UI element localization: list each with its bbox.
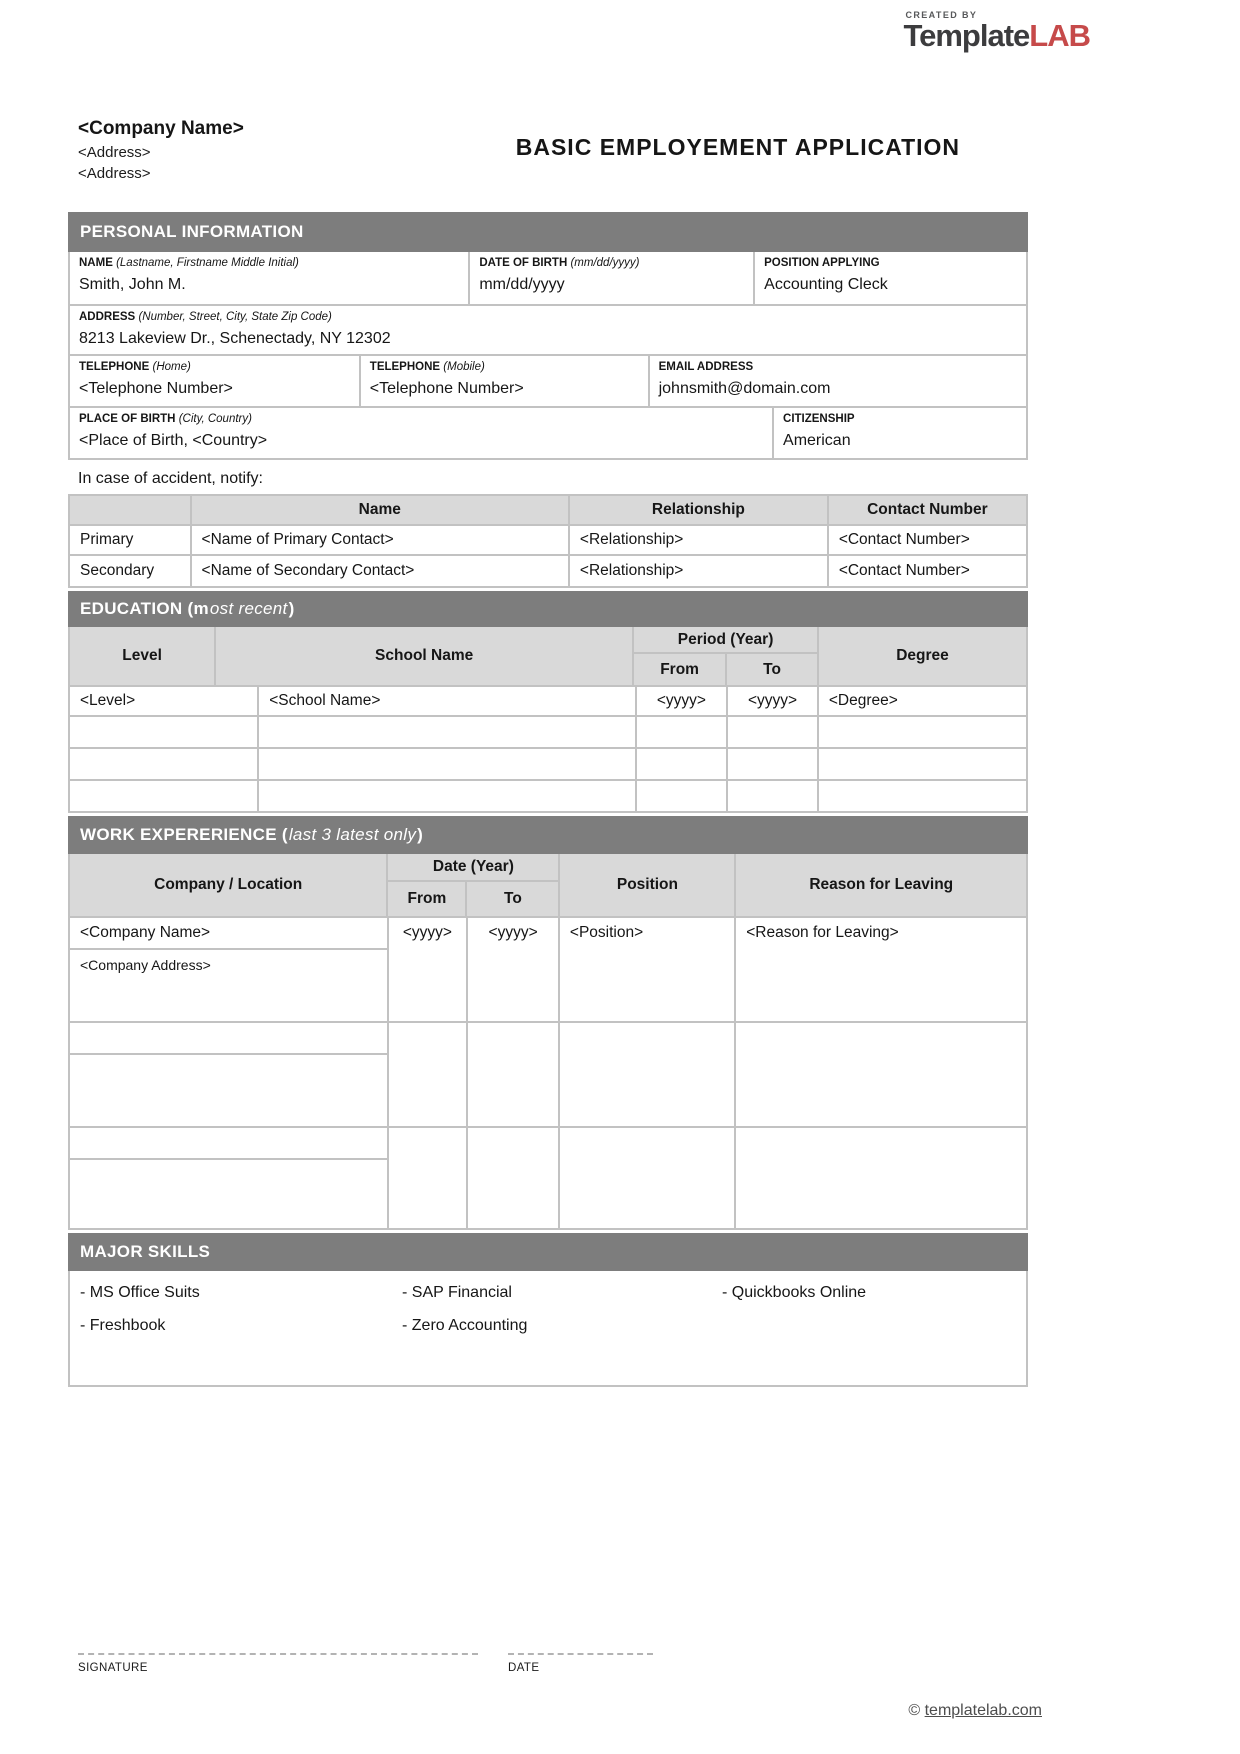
field-place-of-birth xyxy=(70,408,774,458)
work-entry-1 xyxy=(70,918,1026,1023)
education-degree-cell: <Degree> xyxy=(828,692,898,709)
field-telephone-mobile-label xyxy=(370,361,639,373)
education-to-cell: <yyyy> xyxy=(728,687,819,715)
accident-secondary-name: <Name of Secondary Contact> xyxy=(192,556,570,586)
label-text: DATE OF BIRTH xyxy=(479,257,568,269)
section-header-education xyxy=(68,591,1028,627)
education-col-degree: Degree xyxy=(819,627,1026,685)
accident-primary-type: Primary xyxy=(70,526,192,554)
section-title-text: MAJOR SKILLS xyxy=(80,1242,211,1261)
work-reason-cell xyxy=(736,1023,1026,1126)
work-to-cell: <yyyy> xyxy=(468,918,560,1021)
site-footer xyxy=(908,1702,1042,1720)
date-label: DATE xyxy=(508,1662,540,1674)
field-date-of-birth xyxy=(470,252,755,304)
education-degree-cell xyxy=(819,781,1026,811)
accident-secondary-type: Secondary xyxy=(70,556,192,586)
field-telephone-home xyxy=(70,356,361,406)
field-telephone-home-label xyxy=(79,361,350,373)
label-text: NAME xyxy=(79,257,113,269)
accident-primary-name: <Name of Primary Contact> xyxy=(192,526,570,554)
field-name-label xyxy=(79,257,459,269)
accident-row-primary xyxy=(70,526,1026,556)
work-experience-table xyxy=(68,854,1028,1230)
education-col-period: Period (Year) xyxy=(634,627,817,654)
work-reason-cell xyxy=(736,1128,1026,1228)
work-col-date: Date (Year) xyxy=(388,854,558,882)
field-position-label xyxy=(764,257,1017,269)
work-entry-2 xyxy=(70,1023,1026,1128)
education-table-header xyxy=(70,627,1026,687)
label-text: POSITION APPLYING xyxy=(764,257,880,269)
education-school-cell: <School Name> xyxy=(259,687,636,715)
section-title-text: EDUCATION (m xyxy=(80,599,209,618)
work-table-header xyxy=(70,854,1026,918)
work-company-name xyxy=(70,1023,387,1055)
accident-secondary-relationship: <Relationship> xyxy=(570,556,829,586)
section-title-text: WORK EXPERERIENCE ( xyxy=(80,825,288,844)
field-address-label xyxy=(79,311,1017,323)
field-name xyxy=(70,252,470,304)
education-to-cell xyxy=(728,717,819,747)
field-citizenship-value: American xyxy=(783,432,851,449)
work-position-cell: <Position> xyxy=(560,918,736,1021)
work-company-cell xyxy=(70,918,389,1021)
label-text: TELEPHONE xyxy=(79,361,150,373)
signature-line xyxy=(78,1653,478,1655)
section-header-major-skills xyxy=(68,1233,1028,1271)
accident-row-secondary xyxy=(70,556,1026,586)
education-level-cell xyxy=(70,781,259,811)
section-title-text: ) xyxy=(417,825,424,844)
signature-label: SIGNATURE xyxy=(78,1662,148,1674)
form-content xyxy=(68,212,1028,1674)
education-degree-cell xyxy=(819,717,1026,747)
label-text: TELEPHONE xyxy=(369,361,441,373)
accident-col-contact: Contact Number xyxy=(829,496,1026,524)
work-reason-cell: <Reason for Leaving> xyxy=(746,924,899,941)
field-email xyxy=(650,356,1026,406)
work-from-cell xyxy=(389,1023,469,1126)
accident-notify-intro: In case of accident, notify: xyxy=(78,470,263,487)
accident-primary-contact: <Contact Number> xyxy=(838,531,970,548)
field-pob-value: <Place of Birth, <Country> xyxy=(79,432,268,449)
education-from-cell xyxy=(637,781,729,811)
skill-item xyxy=(722,1317,1016,1335)
label-hint: (mm/dd/yyyy) xyxy=(570,257,640,269)
company-name: <Company Name> xyxy=(78,118,244,139)
section-title-text: ) xyxy=(288,599,295,618)
work-col-from: From xyxy=(388,882,467,916)
signature-block xyxy=(78,1653,478,1674)
work-col-company: Company / Location xyxy=(70,854,388,916)
field-email-label xyxy=(659,361,1017,373)
education-col-from: From xyxy=(634,654,727,685)
education-from-cell xyxy=(637,749,729,779)
logo-lab-text: LAB xyxy=(1029,18,1090,53)
label-hint: (Lastname, Firstname Middle Initial) xyxy=(116,257,299,269)
field-position-value: Accounting Cleck xyxy=(764,276,888,293)
accident-secondary-contact: <Contact Number> xyxy=(838,562,970,579)
signature-area xyxy=(78,1653,1028,1674)
field-telephone-mobile xyxy=(361,356,650,406)
work-col-from-to xyxy=(388,882,558,916)
field-dob-label xyxy=(479,257,744,269)
company-address-line-2: <Address> xyxy=(78,165,151,182)
education-school-cell xyxy=(259,749,636,779)
field-address xyxy=(70,306,1026,354)
field-citizenship-label xyxy=(783,413,1017,425)
education-from-cell xyxy=(637,717,729,747)
skill-item: - SAP Financial xyxy=(402,1284,512,1301)
section-title-text: PERSONAL INFORMATION xyxy=(80,222,304,241)
skill-item: - Freshbook xyxy=(80,1317,166,1334)
skills-box xyxy=(68,1271,1028,1387)
education-to-cell xyxy=(728,749,819,779)
education-from-cell: <yyyy> xyxy=(637,687,729,715)
accident-contacts-table xyxy=(68,494,1028,588)
work-position-cell xyxy=(560,1023,736,1126)
work-company-address xyxy=(70,1160,387,1228)
work-company-address xyxy=(70,1055,387,1126)
education-level-cell: <Level> xyxy=(70,687,259,715)
accident-primary-relationship: <Relationship> xyxy=(570,526,829,554)
copyright-symbol: © xyxy=(908,1702,921,1719)
label-text: EMAIL ADDRESS xyxy=(658,361,754,373)
row-telephone-email xyxy=(70,356,1026,408)
work-company-cell xyxy=(70,1023,389,1126)
education-col-period-group xyxy=(634,627,819,685)
section-title-italic: ost recent xyxy=(209,599,288,618)
education-row-4 xyxy=(70,781,1026,811)
work-company-cell xyxy=(70,1128,389,1228)
education-level-cell xyxy=(70,717,259,747)
accident-col-name: Name xyxy=(192,496,570,524)
logo-brand-text xyxy=(903,20,1090,53)
label-text: CITIZENSHIP xyxy=(783,413,855,425)
work-col-position: Position xyxy=(560,854,736,916)
row-birthplace-citizenship xyxy=(70,408,1026,458)
accident-col-relationship: Relationship xyxy=(570,496,829,524)
date-line xyxy=(508,1653,653,1655)
education-row-3 xyxy=(70,749,1026,781)
document-title: BASIC EMPLOYEMENT APPLICATION xyxy=(515,134,961,160)
templatelab-logo xyxy=(903,10,1090,53)
label-hint: (Home) xyxy=(152,361,191,373)
education-degree-cell xyxy=(819,749,1026,779)
work-company-address: <Company Address> xyxy=(80,957,211,973)
work-col-reason: Reason for Leaving xyxy=(736,854,1026,916)
education-school-cell xyxy=(259,717,636,747)
work-from-cell xyxy=(389,1128,469,1228)
education-school-cell xyxy=(259,781,636,811)
education-to-cell xyxy=(728,781,819,811)
field-dob-value: mm/dd/yyyy xyxy=(479,276,565,293)
work-to-cell xyxy=(468,1128,560,1228)
label-hint: (Mobile) xyxy=(443,361,485,373)
education-row-2 xyxy=(70,717,1026,749)
work-to-cell xyxy=(468,1023,560,1126)
row-name-dob-position xyxy=(70,252,1026,306)
work-entry-3 xyxy=(70,1128,1026,1228)
field-telephone-home-value: <Telephone Number> xyxy=(79,380,233,397)
date-block xyxy=(508,1653,653,1674)
skills-grid xyxy=(70,1271,1026,1348)
work-col-date-group xyxy=(388,854,560,916)
education-row-1 xyxy=(70,687,1026,717)
section-header-personal-information xyxy=(68,212,1028,252)
work-company-name xyxy=(70,1128,387,1160)
section-header-work-experience xyxy=(68,816,1028,854)
logo-template-text: Template xyxy=(903,18,1030,53)
education-table xyxy=(68,627,1028,813)
company-block xyxy=(78,118,244,182)
work-position-cell xyxy=(560,1128,736,1228)
section-title-italic: last 3 latest only xyxy=(288,825,417,844)
skill-item: - Quickbooks Online xyxy=(722,1284,867,1301)
field-citizenship xyxy=(774,408,1026,458)
field-address-value: 8213 Lakeview Dr., Schenectady, NY 12302 xyxy=(79,330,391,347)
company-address-line-1: <Address> xyxy=(78,144,151,161)
skill-item: - Zero Accounting xyxy=(402,1317,528,1334)
education-col-from-to xyxy=(634,654,817,685)
work-company-name: <Company Name> xyxy=(70,918,387,950)
education-col-level: Level xyxy=(70,627,216,685)
work-from-cell: <yyyy> xyxy=(389,918,469,1021)
label-hint: (City, Country) xyxy=(178,413,252,425)
row-address xyxy=(70,306,1026,356)
personal-information-table xyxy=(68,252,1028,460)
label-text: PLACE OF BIRTH xyxy=(79,413,176,425)
education-col-school: School Name xyxy=(216,627,634,685)
label-text: ADDRESS xyxy=(79,311,136,323)
label-hint: (Number, Street, City, State Zip Code) xyxy=(138,311,332,323)
field-position-applying xyxy=(755,252,1026,304)
education-col-to: To xyxy=(727,654,817,685)
education-level-cell xyxy=(70,749,259,779)
work-col-to: To xyxy=(467,882,558,916)
accident-col-empty xyxy=(70,496,192,524)
skill-item: - MS Office Suits xyxy=(80,1284,200,1301)
field-pob-label xyxy=(79,413,763,425)
accident-table-header xyxy=(70,496,1026,526)
field-email-value: johnsmith@domain.com xyxy=(658,380,831,397)
field-name-value: Smith, John M. xyxy=(79,276,186,293)
templatelab-site-link[interactable]: templatelab.com xyxy=(924,1702,1042,1719)
logo-created-by-text: CREATED BY xyxy=(905,10,978,20)
field-telephone-mobile-value: <Telephone Number> xyxy=(369,380,524,397)
